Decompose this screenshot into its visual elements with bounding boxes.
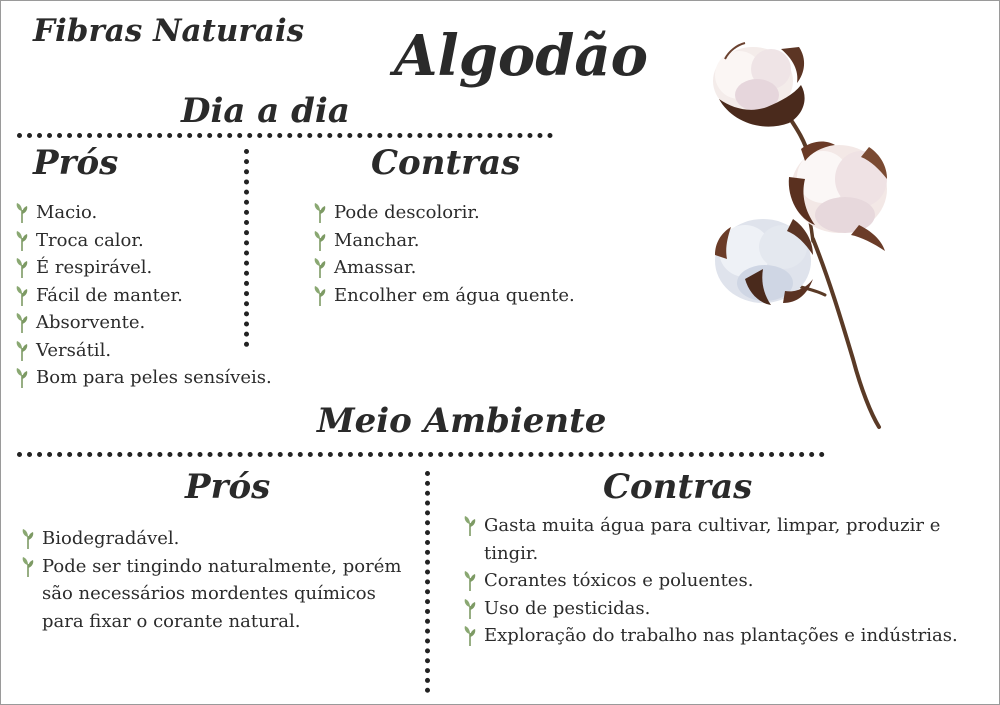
- list-item: [463, 595, 983, 623]
- list-item: [313, 199, 613, 227]
- sprout-icon: [15, 231, 29, 251]
- item-text: Troca calor.: [36, 229, 144, 251]
- item-text: Versátil.: [36, 339, 112, 361]
- list-item: [15, 364, 305, 392]
- divider-dia-a-dia: [17, 133, 553, 138]
- cotton-branch-illustration: [701, 29, 901, 434]
- item-text: É respirável.: [36, 257, 153, 278]
- page-title: Algodão: [394, 23, 649, 89]
- sprout-icon: [463, 571, 477, 591]
- cotton-boll-lower: [715, 219, 813, 305]
- item-text: Pode descolorir.: [334, 202, 480, 223]
- section-heading-meio-ambiente: Meio Ambiente: [317, 401, 607, 441]
- item-text: Absorvente.: [36, 312, 146, 333]
- list-item: [15, 227, 305, 255]
- pros-list-meio-ambiente: [21, 525, 413, 635]
- sprout-icon: [313, 203, 327, 223]
- list-item: [463, 512, 983, 567]
- contras-list-dia-a-dia: [313, 199, 613, 309]
- item-text: Biodegradável.: [42, 528, 180, 549]
- item-text: Fácil de manter.: [36, 284, 183, 306]
- sprout-icon: [15, 203, 29, 223]
- column-divider-meio-ambiente: [425, 471, 430, 693]
- contras-heading-dia-a-dia: Contras: [371, 143, 521, 183]
- contras-heading-meio-ambiente: Contras: [603, 467, 753, 507]
- sprout-icon: [463, 626, 477, 646]
- item-text: Manchar.: [334, 229, 420, 251]
- sprout-icon: [15, 313, 29, 333]
- sprout-icon: [21, 529, 35, 549]
- pros-heading-dia-a-dia: Prós: [33, 143, 119, 183]
- list-item: [313, 282, 613, 310]
- cotton-boll-top: [713, 43, 805, 127]
- section-heading-dia-a-dia: Dia a dia: [181, 91, 350, 131]
- sprout-icon: [15, 368, 29, 388]
- sprout-icon: [463, 599, 477, 619]
- sprout-icon: [21, 557, 35, 577]
- item-text: Corantes tóxicos e poluentes.: [484, 570, 754, 591]
- item-text: Encolher em água quente.: [334, 284, 575, 306]
- list-item: [463, 622, 983, 650]
- list-item: [21, 553, 413, 636]
- item-text: Exploração do trabalho nas plantações e indústrias.: [484, 625, 958, 646]
- list-item: [15, 309, 305, 337]
- sprout-icon: [15, 258, 29, 278]
- item-text: Gasta muita água para cultivar, limpar, produzir e tingir.: [484, 515, 941, 564]
- item-text: Amassar.: [334, 257, 417, 278]
- sprout-icon: [463, 516, 477, 536]
- list-item: [15, 337, 305, 365]
- category-label: Fibras Naturais: [33, 13, 305, 49]
- divider-meio-ambiente: [17, 452, 825, 457]
- list-item: [15, 254, 305, 282]
- item-text: Macio.: [36, 202, 98, 223]
- item-text: Pode ser tingindo naturalmente, porém são necessários mordentes químicos para fixar o corante natural.: [42, 555, 402, 632]
- pros-list-dia-a-dia: [15, 199, 305, 392]
- sprout-icon: [313, 258, 327, 278]
- pros-heading-meio-ambiente: Prós: [185, 467, 271, 507]
- list-item: [15, 282, 305, 310]
- contras-list-meio-ambiente: [463, 512, 983, 650]
- list-item: [313, 254, 613, 282]
- list-item: [21, 525, 413, 553]
- list-item: [463, 567, 983, 595]
- list-item: [313, 227, 613, 255]
- sprout-icon: [15, 341, 29, 361]
- sprout-icon: [15, 286, 29, 306]
- item-text: Bom para peles sensíveis.: [36, 367, 272, 388]
- item-text: Uso de pesticidas.: [484, 597, 651, 619]
- sprout-icon: [313, 231, 327, 251]
- list-item: [15, 199, 305, 227]
- sprout-icon: [313, 286, 327, 306]
